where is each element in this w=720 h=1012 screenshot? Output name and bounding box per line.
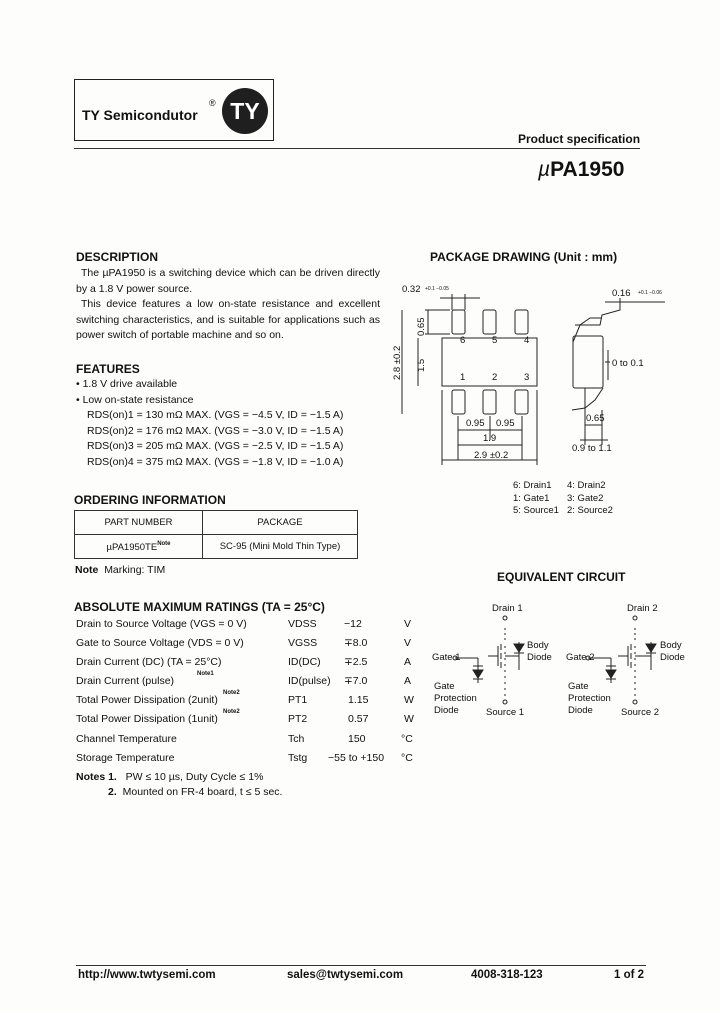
body-diode-2-label-a: Body: [660, 640, 682, 651]
pin-2: 2: [492, 372, 498, 383]
footer-email[interactable]: sales@twtysemi.com: [287, 969, 404, 981]
circuit-heading: EQUIVALENT CIRCUIT: [497, 570, 626, 584]
source2-label: Source 2: [621, 707, 660, 718]
gate1-label: Gate 1: [432, 652, 461, 663]
company-name: TY Semicondutor: [82, 107, 198, 123]
lead-2: [483, 390, 496, 414]
lead-1: [452, 390, 465, 414]
table-row: [75, 535, 358, 559]
gate-protection-1-a: Gate: [434, 681, 455, 692]
dim-0-95-left: 0.95: [466, 418, 485, 429]
dim-0-65: 0.65: [586, 413, 605, 424]
legend-row: 5: Source1 2: Source2: [513, 505, 613, 516]
table-row: Storage Temperature Tstg −55 to +150 °C: [76, 752, 413, 764]
gate-protection-2-c: Diode: [568, 705, 593, 716]
rds-row: RDS(on)1 = 130 mΩ MAX. (VGS = −4.5 V, ID = −1.5 A): [87, 409, 344, 421]
package-body: [442, 338, 537, 386]
pin-legend: [513, 480, 613, 518]
ratings-heading: ABSOLUTE MAXIMUM RATINGS (TA = 25°C): [74, 600, 325, 614]
page-title: µPA1950: [538, 158, 625, 181]
rds-row: RDS(on)4 = 375 mΩ MAX. (VGS = −1.8 V, ID = −1.0 A): [87, 455, 344, 468]
dim-1-9: 1.9: [483, 433, 497, 444]
dim-thickness: 0.16: [612, 288, 631, 299]
table-row: Drain Current (DC) (TA = 25°C) ID(DC) ∓2.5 A: [76, 656, 412, 668]
gate-protection-1-b: Protection: [434, 693, 477, 704]
page-number: 1 of 2: [614, 969, 645, 981]
pin-3: 3: [524, 372, 530, 383]
dim-lead-width-tol: +0.1 −0.05: [425, 286, 449, 292]
feature-item: • Low on-state resistance: [76, 393, 194, 406]
table-row: Total Power Dissipation (1unit) Note2 PT2 0.57 W: [76, 709, 414, 725]
rds-row: RDS(on)2 = 176 mΩ MAX. (VGS = −3.0 V, ID = −1.5 A): [87, 424, 344, 437]
product-spec-label: Product specification: [518, 132, 641, 146]
features-list: [76, 377, 343, 470]
dim-0-95-right: 0.95: [496, 418, 515, 429]
table-row: Gate to Source Voltage (VDS = 0 V) VGSS ∓8.0 V: [76, 637, 412, 649]
note-1: Notes 1. PW ≤ 10 µs, Duty Cycle ≤ 1%: [76, 771, 264, 783]
footer-rule: [76, 965, 646, 966]
ordering-heading: ORDERING INFORMATION: [74, 493, 226, 507]
ordering-table: [74, 510, 358, 559]
mosfet-1: [453, 616, 524, 704]
dim-lead-width: 0.32: [402, 284, 421, 295]
source1-label: Source 1: [486, 707, 525, 718]
dim-0-65-vertical: 0.65: [416, 317, 427, 336]
pin-1: 1: [460, 372, 466, 383]
lead-3: [515, 390, 528, 414]
footer-phone: 4008-318-123: [471, 969, 543, 981]
pin-5: 5: [492, 335, 498, 346]
package-heading: PACKAGE DRAWING (Unit : mm): [430, 250, 618, 264]
table-row: [75, 511, 358, 535]
header-rule: [74, 148, 640, 149]
registered-mark: ®: [209, 98, 216, 108]
features-heading: FEATURES: [76, 362, 140, 376]
note-2: 2. Mounted on FR-4 board, t ≤ 5 sec.: [108, 786, 283, 798]
legend-row: 6: Drain1 4: Drain2: [513, 480, 606, 491]
lead-5: [483, 310, 496, 334]
lead-6: [452, 310, 465, 334]
dim-thickness-tol: +0.1 −0.06: [638, 290, 662, 296]
description-p2: This device features a low on-state resistance and excellent switching characteristics, and is suitable for applications such as power switch of portable machine and so on.: [76, 298, 380, 341]
table-row: Drain to Source Voltage (VGS = 0 V) VDSS −12 V: [76, 618, 412, 630]
dim-0-to-0-1: 0 to 0.1: [612, 358, 644, 369]
body-diode-1-label-b: Diode: [527, 652, 552, 663]
feature-item: • 1.8 V drive available: [76, 378, 178, 390]
table-row: Channel Temperature Tch 150 °C: [76, 733, 413, 745]
footer-url[interactable]: http://www.twtysemi.com: [78, 969, 216, 981]
dim-1-5: 1.5: [416, 358, 427, 372]
part-number-cell: $\mu PA1950TE^{Note}$: [75, 535, 203, 559]
pin-4: 4: [524, 335, 530, 346]
gate-protection-2-b: Protection: [568, 693, 611, 704]
col-header-package: PACKAGE: [203, 511, 358, 535]
ordering-note: Note Marking: TIM: [75, 564, 166, 576]
gate-protection-1-c: Diode: [434, 705, 459, 716]
dim-2-9: 2.9 ±0.2: [474, 450, 509, 461]
legend-row: 1: Gate1 3: Gate2: [513, 492, 604, 504]
drain1-label: Drain 1: [492, 603, 523, 614]
table-row: Total Power Dissipation (2unit) Note2 PT1 1.15 W: [76, 690, 414, 706]
rds-row: RDS(on)3 = 205 mΩ MAX. (VGS = −2.5 V, ID = −1.5 A): [87, 440, 344, 452]
description-p1: The µPA1950 is a switching device which can be driven directly by a 1.8 V power source.: [76, 267, 380, 295]
ty-logo-icon: TY: [222, 88, 268, 134]
table-row: Drain Current (pulse) Note1 ID(pulse) ∓7.0 A: [76, 671, 412, 687]
gate2-label: Gate 2: [566, 652, 595, 663]
drain2-label: Drain 2: [627, 603, 658, 614]
equivalent-circuit: [428, 598, 698, 723]
pin-6: 6: [460, 335, 466, 346]
description-heading: DESCRIPTION: [76, 250, 159, 264]
lead-4: [515, 310, 528, 334]
mosfet-2: [586, 616, 656, 704]
dim-2-8: 2.8 ±0.2: [392, 345, 403, 380]
gate-protection-2-a: Gate: [568, 681, 589, 692]
body-diode-1-label-a: Body: [527, 640, 549, 651]
description-text: [76, 266, 380, 344]
body-diode-2-label-b: Diode: [660, 652, 685, 663]
package-cell: SC-95 (Mini Mold Thin Type): [203, 535, 358, 559]
col-header-part: PART NUMBER: [75, 511, 203, 535]
dim-0-9-to-1-1: 0.9 to 1.1: [572, 443, 612, 454]
